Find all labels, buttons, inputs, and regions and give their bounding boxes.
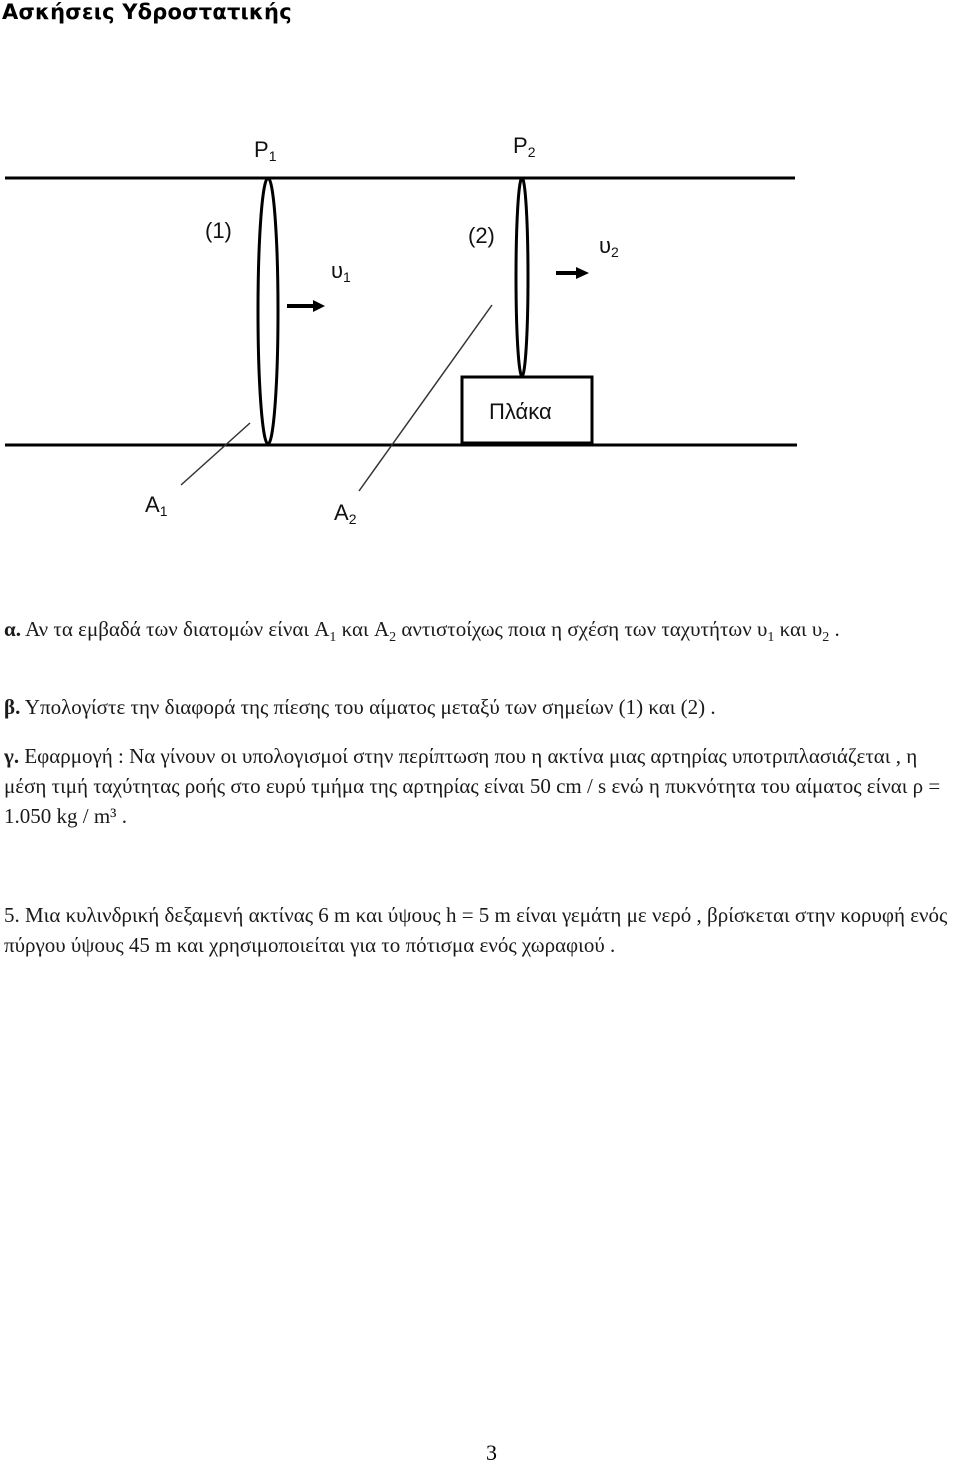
page-number: 3 [486,1440,497,1465]
label-u2: υ2 [599,233,619,260]
page-title: Ασκήσεις Υδροστατικής [2,0,292,24]
question-c: γ. Εφαρμογή : Να γίνουν οι υπολογισμοί στην περίπτωση που η ακτίνα μιας αρτηρίας υποτριπλασιάζεται , η μέση τιμή ταχύτητας ροής στο ευρύ τμήμα της αρτηρίας είναι 50 cm / s ενώ η πυκνότητα του αίματος είναι ρ = 1.050 kg / m³ . [4,744,941,828]
question-b-marker: β. [4,695,21,719]
label-p1: P1 [254,137,277,164]
plate-label: Πλάκα [489,399,552,424]
question-a-marker: α. [4,617,21,641]
label-section-2: (2) [468,223,495,248]
cross-section-2 [516,178,528,376]
question-a: α. Αν τα εμβαδά των διατομών είναι $A_1$ και $A_2$ αντιστοίχως ποια η σχέση των ταχυτήτων $\upsilon_1$ και $\upsilon_2$ . [4,617,840,646]
label-p2: P2 [513,133,536,160]
pointer-line-a1 [181,423,250,485]
flow-tube-diagram [0,0,960,560]
label-u1: υ1 [331,258,351,285]
label-a2: A2 [334,500,357,527]
problem-5: 5. Μια κυλινδρική δεξαμενή ακτίνας 6 m και ύψους h = 5 m είναι γεμάτη με νερό , βρίσκεται στην κορυφή ενός πύργου ύψους 45 m και χρησιμοποιείται για το πότισμα ενός χωραφιού . [4,903,948,957]
label-a1: A1 [145,492,168,519]
velocity-arrow-2 [556,267,589,279]
question-b: β. Υπολογίστε την διαφορά της πίεσης του αίματος μεταξύ των σημείων (1) και (2) . [4,695,716,719]
velocity-arrow-1 [287,300,325,312]
question-c-marker: γ. [4,744,20,768]
label-section-1: (1) [205,218,232,243]
cross-section-1 [258,178,278,444]
